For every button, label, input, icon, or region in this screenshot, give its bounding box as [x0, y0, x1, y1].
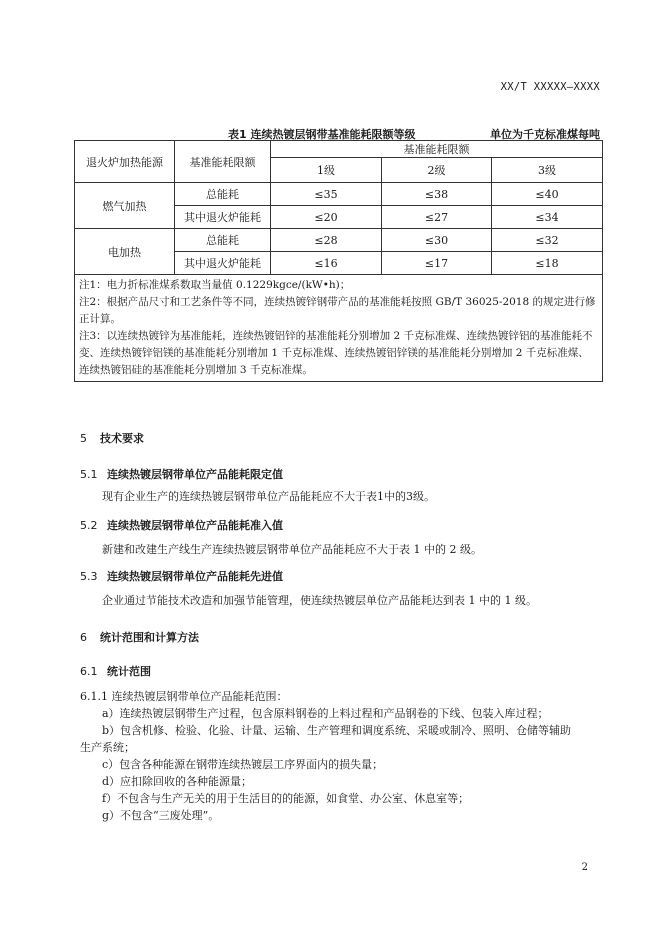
header-level-1: 1级	[271, 158, 382, 183]
cell-value: ≤16	[271, 252, 382, 275]
list-item: d）应扣除回收的各种能源量；	[102, 775, 253, 788]
header-item: 基准能耗限额	[175, 141, 271, 183]
list-item: b）包含机修、检验、化验、计量、运输、生产管理和调度系统、采暖或制冷、照明、仓储等辅助	[102, 724, 572, 737]
cell-value: ≤32	[492, 229, 603, 252]
section-number: 5.1	[80, 468, 98, 481]
list-item: c）包含各种能源在钢带连续热镀层工序界面内的损失量；	[102, 758, 384, 771]
header-level-2: 2级	[382, 158, 492, 183]
section-6-heading	[80, 629, 199, 645]
section-title: 统计范围	[107, 665, 151, 678]
table-caption: 表1 连续热镀层钢带基准能耗限额等级	[228, 128, 416, 141]
section-number: 5.3	[80, 570, 98, 583]
note-1: 注1：电力折标准煤系数取当量值 0.1229kgce/(kW•h)；	[79, 279, 351, 291]
list-item: g）不包含“三废处理”。	[102, 809, 220, 822]
cell-value: ≤20	[271, 206, 382, 229]
cell-value: ≤17	[382, 252, 492, 275]
cell-value: ≤34	[492, 206, 603, 229]
document-code: XX/T XXXXX—XXXX	[500, 81, 600, 93]
table-header-row	[75, 141, 603, 158]
section-5-2-heading	[80, 517, 283, 533]
section-5-1-heading	[80, 466, 283, 482]
table-notes	[75, 275, 603, 382]
section-number: 5.2	[80, 519, 98, 532]
cell-value: ≤35	[271, 183, 382, 206]
header-heat-source: 退火炉加热能源	[75, 141, 175, 183]
cell-value: ≤40	[492, 183, 603, 206]
page-number: 2	[581, 862, 588, 873]
section-title: 连续热镀层钢带单位产品能耗限定值	[107, 468, 283, 481]
section-title: 连续热镀层钢带单位产品能耗先进值	[107, 570, 283, 583]
group-electric: 电加热	[75, 229, 175, 275]
table-notes-row	[75, 275, 603, 382]
row-item: 其中退火炉能耗	[175, 252, 271, 275]
section-5-1-body: 现有企业生产的连续热镀层钢带单位产品能耗应不大于表1中的3级。	[102, 490, 435, 503]
header-group: 基准能耗限额	[271, 141, 603, 158]
cell-value: ≤28	[271, 229, 382, 252]
list-item: f）不包含与生产无关的用于生活目的的能源，如食堂、办公室、休息室等；	[102, 792, 470, 805]
cell-value: ≤27	[382, 206, 492, 229]
header-level-3: 3级	[492, 158, 603, 183]
table-unit: 单位为千克标准煤每吨	[490, 128, 600, 141]
section-number: 6	[80, 631, 87, 644]
section-number: 5	[80, 432, 87, 445]
section-5-3-body: 企业通过节能技术改造和加强节能管理，使连续热镀层单位产品能耗达到表 1 中的 1 级。	[102, 594, 537, 607]
note-2: 注2：根据产品尺寸和工艺条件等不同，连续热镀锌钢带产品的基准能耗按照 GB/T 36025-2018 的规定进行修正计算。	[79, 296, 596, 325]
note-3: 注3：以连续热镀锌为基准能耗，连续热镀铝锌的基准能耗分别增加 2 千克标准煤、连续热镀锌铝的基准能耗不变、连续热镀锌铝镁的基准能耗分别增加 1 千克标准煤、连续热镀铝锌镁的基准能耗分别增加 2 千克标准煤、连续热镀铝硅的基准能耗分别增加 3 千克标准煤。	[79, 330, 593, 376]
list-item: a）连续热镀层钢带生产过程，包含原料钢卷的上料过程和产品钢卷的下线、包装入库过程；	[102, 707, 549, 720]
cell-value: ≤18	[492, 252, 603, 275]
section-6-1-heading	[80, 663, 151, 679]
row-item: 总能耗	[175, 183, 271, 206]
table-row	[75, 229, 603, 252]
section-title: 技术要求	[100, 432, 144, 445]
table-row	[75, 183, 603, 206]
row-item: 总能耗	[175, 229, 271, 252]
energy-limit-table	[74, 140, 603, 382]
row-item: 其中退火炉能耗	[175, 206, 271, 229]
list-item-continuation: 生产系统；	[80, 741, 135, 754]
section-6-1-1-lead: 6.1.1 连续热镀层钢带单位产品能耗范围：	[80, 690, 288, 703]
cell-value: ≤30	[382, 229, 492, 252]
section-5-2-body: 新建和改建生产线生产连续热镀层钢带单位产品能耗应不大于表 1 中的 2 级。	[102, 543, 482, 556]
section-title: 统计范围和计算方法	[100, 631, 199, 644]
section-5-3-heading	[80, 568, 283, 584]
group-gas: 燃气加热	[75, 183, 175, 229]
cell-value: ≤38	[382, 183, 492, 206]
section-number: 6.1	[80, 665, 98, 678]
section-title: 连续热镀层钢带单位产品能耗准入值	[107, 519, 283, 532]
section-5-heading	[80, 430, 144, 446]
